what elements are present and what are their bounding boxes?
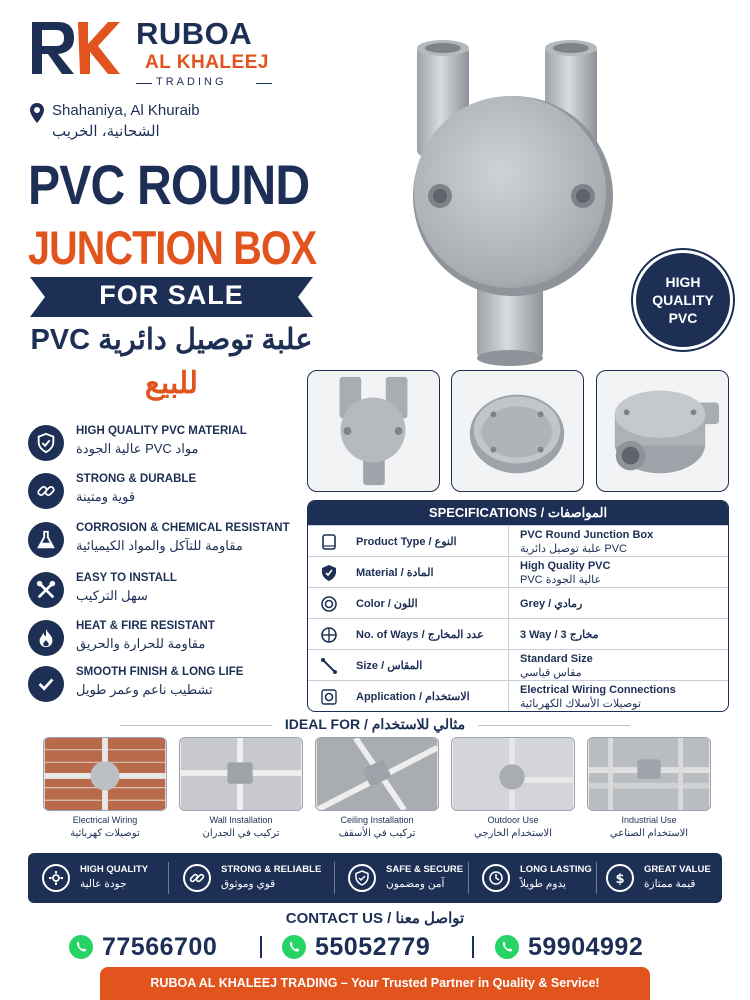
shield-check-icon — [348, 864, 376, 892]
contact-heading: CONTACT US / تواصل معنا — [285, 910, 465, 927]
page-subtitle: JUNCTION BOX — [28, 221, 317, 274]
spec-value: Standard Size — [520, 653, 593, 665]
spec-value: 3 Way / 3 مخارج — [520, 629, 599, 641]
spec-value: Grey / رمادي — [520, 598, 583, 610]
brand-tagline: TRADING — [156, 76, 227, 88]
whatsapp-icon — [281, 934, 307, 960]
gear-icon — [42, 864, 70, 892]
feature-title: STRONG & DURABLE — [76, 473, 197, 485]
tools-icon — [28, 572, 64, 608]
divider — [334, 862, 335, 894]
brand-name: RUBOA — [136, 16, 253, 51]
feature-item — [28, 473, 298, 513]
table-row — [308, 587, 728, 618]
divider — [468, 862, 469, 894]
svg-text:$: $ — [615, 872, 625, 886]
ideal-for-heading: IDEAL FOR / مثالي للاستخدام — [284, 716, 466, 732]
spec-label: Material / المادة — [356, 567, 434, 579]
divider — [508, 650, 509, 681]
benefit-title: STRONG & RELIABLE — [221, 864, 322, 875]
phone-link[interactable] — [281, 930, 430, 964]
circle-icon — [320, 595, 338, 613]
feature-item — [28, 620, 298, 660]
shield-icon — [320, 564, 338, 582]
feature-title-ar: سهل التركيب — [76, 588, 148, 603]
location-pin-icon — [30, 103, 44, 123]
ideal-label-ar: تركيب في الجدران — [202, 828, 280, 839]
ideal-image-electrical — [43, 737, 167, 811]
badge-line: QUALITY — [652, 292, 714, 308]
feature-item — [28, 666, 298, 706]
junction-box-front-image — [308, 371, 439, 491]
feature-title: SMOOTH FINISH & LONG LIFE — [76, 666, 244, 678]
phone-number: 59904992 — [528, 932, 644, 961]
feature-title-ar: تشطيب ناعم وعمر طويل — [76, 682, 213, 697]
ideal-image-outdoor — [451, 737, 575, 811]
feature-item — [28, 522, 298, 562]
checkmark-icon — [28, 666, 64, 702]
page-title: PVC ROUND — [28, 153, 310, 216]
ideal-label: Wall Installation — [209, 815, 273, 825]
location-en: Shahaniya, Al Khuraib — [52, 102, 200, 119]
feature-title-ar: مقاومة للحرارة والحريق — [76, 636, 206, 651]
tablet-icon — [320, 533, 338, 551]
benefit-title: LONG LASTING — [520, 864, 592, 875]
feature-title: EASY TO INSTALL — [76, 572, 177, 584]
table-row — [308, 525, 728, 556]
hero-product-image — [395, 38, 635, 368]
feature-title-ar: مواد PVC عالية الجودة — [76, 441, 199, 456]
specifications-heading: SPECIFICATIONS / المواصفات — [308, 501, 728, 525]
shield-check-icon — [28, 425, 64, 461]
benefit-item — [32, 853, 172, 903]
feature-item — [28, 425, 298, 465]
spec-value-ar: PVC عالية الجودة — [520, 574, 602, 586]
clock-icon — [482, 864, 510, 892]
phone-link[interactable] — [68, 930, 217, 964]
ideal-label: Electrical Wiring — [72, 815, 138, 825]
whatsapp-icon — [494, 934, 520, 960]
ideal-label: Industrial Use — [621, 815, 677, 825]
feature-item — [28, 572, 298, 612]
sale-label-ar: للبيع — [144, 367, 199, 400]
footer-banner: RUBOA AL KHALEEJ TRADING – Your Trusted Partner in Quality & Service! — [100, 967, 650, 1000]
spec-value-ar: مقاس قياسي — [520, 667, 582, 679]
divider — [136, 83, 152, 84]
specifications-table — [307, 500, 729, 712]
table-row — [308, 680, 728, 711]
ideal-label-ar: توصيلات كهربائية — [70, 828, 140, 839]
divider — [260, 936, 262, 958]
benefit-title-ar: جودة عالية — [80, 878, 127, 890]
benefit-title: SAFE & SECURE — [386, 864, 464, 875]
spec-label: Product Type / النوع — [356, 536, 457, 548]
spec-value: High Quality PVC — [520, 560, 611, 572]
feature-title: HEAT & FIRE RESISTANT — [76, 620, 215, 632]
divider — [508, 619, 509, 650]
divider — [508, 557, 509, 588]
spec-value: Electrical Wiring Connections — [520, 684, 676, 696]
badge-line: PVC — [668, 310, 698, 326]
ideal-label-ar: الاستخدام الخارجي — [473, 828, 552, 839]
ideal-label: Outdoor Use — [487, 815, 539, 825]
dollar-icon — [606, 864, 634, 892]
phone-number: 77566700 — [102, 932, 218, 961]
badge-line: HIGH — [665, 274, 701, 290]
ideal-label-ar: تركيب في الأسقف — [338, 828, 416, 839]
junction-box-inside-image — [452, 371, 583, 491]
gear-icon — [320, 688, 338, 706]
benefit-item — [596, 853, 720, 903]
table-row — [308, 556, 728, 587]
title-ar: علبة توصيل دائرية PVC — [30, 324, 313, 356]
benefit-item — [472, 853, 612, 903]
divider — [478, 725, 630, 726]
ideal-image-ceiling — [315, 737, 439, 811]
chain-link-icon — [28, 473, 64, 509]
product-thumbnail[interactable] — [451, 370, 584, 492]
benefit-item — [173, 853, 322, 903]
brand-subname: AL KHALEEJ — [145, 52, 269, 73]
ideal-image-industrial — [587, 737, 711, 811]
ideal-label-ar: الاستخدام الصناعي — [609, 828, 689, 839]
phone-link[interactable] — [494, 930, 643, 964]
compass-icon — [320, 626, 338, 644]
benefit-title-ar: آمن ومضمون — [386, 878, 445, 890]
benefit-title-ar: قوي وموثوق — [221, 878, 276, 890]
spec-label: Application / الاستخدام — [356, 691, 470, 703]
feature-title: HIGH QUALITY PVC MATERIAL — [76, 425, 247, 437]
phone-number: 55052779 — [315, 932, 431, 961]
table-row — [308, 649, 728, 680]
table-row — [308, 618, 728, 649]
sale-label: FOR SALE — [99, 280, 244, 310]
feature-title-ar: قوية ومتينة — [76, 489, 136, 504]
spec-value: PVC Round Junction Box — [520, 529, 654, 541]
logo-icon — [28, 18, 120, 78]
whatsapp-icon — [68, 934, 94, 960]
benefit-title-ar: قيمة ممتازة — [644, 878, 696, 890]
flame-icon — [28, 620, 64, 656]
divider — [508, 681, 509, 712]
product-thumbnail[interactable] — [596, 370, 729, 492]
quality-badge — [633, 250, 733, 350]
ideal-label: Ceiling Installation — [340, 815, 414, 825]
divider — [168, 862, 169, 894]
divider — [508, 526, 509, 557]
divider — [472, 936, 474, 958]
location-ar: الشحانية، الخريب — [52, 123, 160, 140]
chain-link-icon — [183, 864, 211, 892]
spec-value-ar: توصيلات الأسلاك الكهربائية — [520, 698, 641, 710]
feature-title-ar: مقاومة للتآكل والمواد الكيميائية — [76, 538, 243, 553]
spec-value-ar: علبة توصيل دائرية PVC — [520, 543, 628, 555]
benefit-item — [338, 853, 478, 903]
benefit-title: HIGH QUALITY — [80, 864, 149, 875]
ideal-image-wall — [179, 737, 303, 811]
product-thumbnail[interactable] — [307, 370, 440, 492]
spec-label: Size / المقاس — [356, 660, 423, 672]
spec-label: No. of Ways / عدد المخارج — [356, 629, 484, 641]
flask-icon — [28, 522, 64, 558]
divider — [508, 588, 509, 619]
ruler-icon — [320, 657, 338, 675]
benefit-title: GREAT VALUE — [644, 864, 711, 875]
divider — [256, 83, 272, 84]
benefit-title-ar: يدوم طويلاً — [520, 878, 566, 890]
junction-box-side-image — [597, 371, 728, 491]
spec-label: Color / اللون — [356, 598, 418, 610]
feature-title: CORROSION & CHEMICAL RESISTANT — [76, 522, 290, 534]
